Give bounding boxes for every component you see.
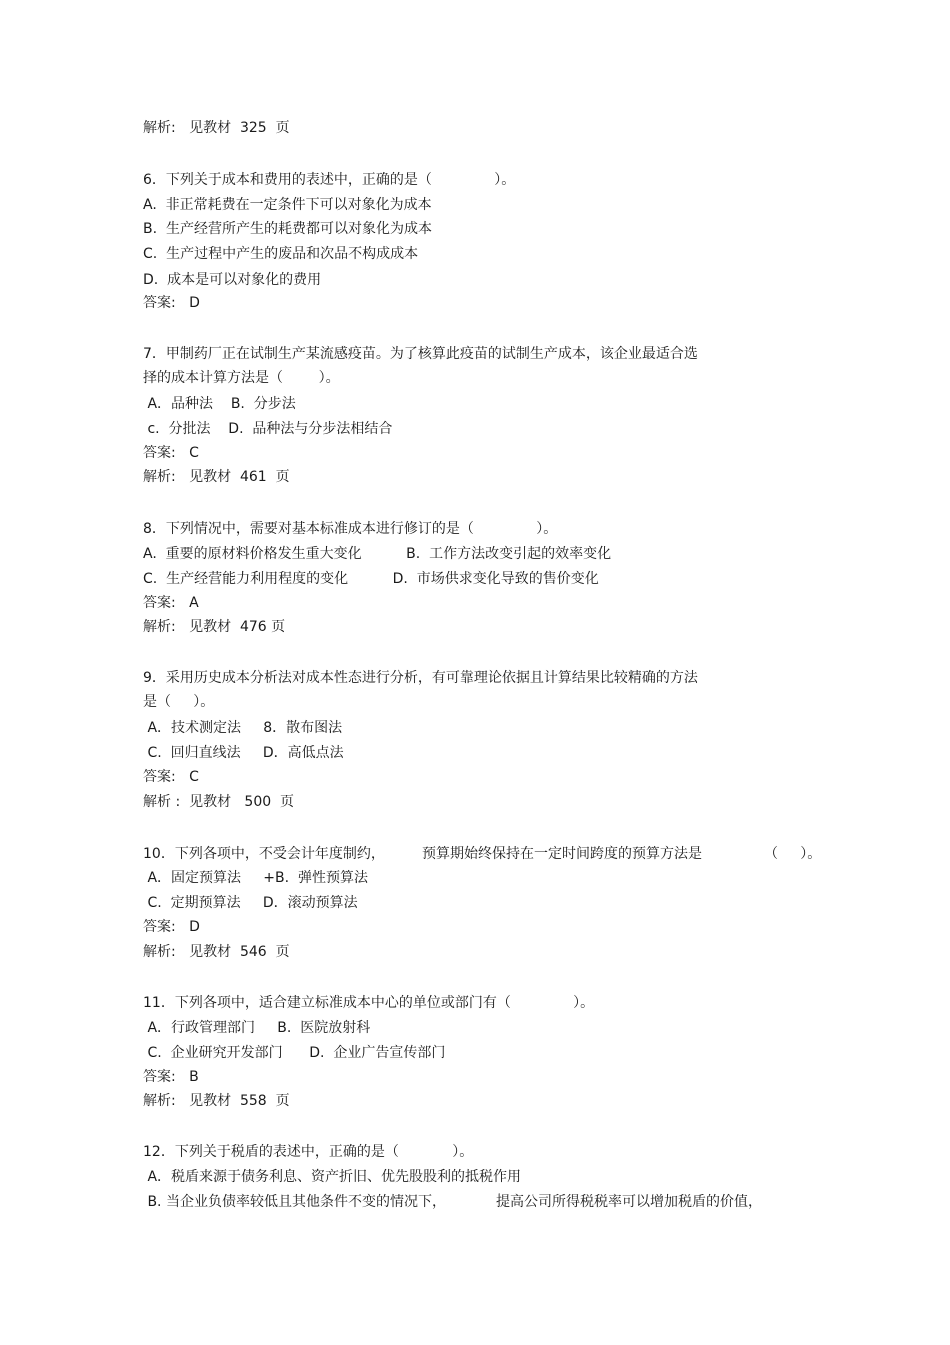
option-line: C. 企业研究开发部门 D. 企业广告宣传部门 [143, 1045, 446, 1061]
option-line: C. 回归直线法 D．高低点法 [143, 745, 344, 761]
answer-line: 答案: C [143, 445, 199, 461]
option-line: c. 分批法 D. 品种法与分步法相结合 [143, 421, 393, 437]
question-11-stem: 11．下列各项中，适合建立标准成本中心的单位或部门有（ ）。 [143, 995, 595, 1011]
option-line: A．技术测定法 8．散布图法 [143, 720, 343, 736]
analysis-line: 解析: 见教材 476 页 [143, 619, 286, 635]
option-line: B. 当企业负债率较低且其他条件不变的情况下， [143, 1194, 446, 1210]
analysis-line: 解析: 见教材 325 页 [143, 120, 290, 136]
question-8-stem: 8．下列情况中，需要对基本标准成本进行修订的是（ ）。 [143, 521, 558, 537]
option-line: C. 生产经营能力利用程度的变化 D. 市场供求变化导致的售价变化 [143, 571, 599, 587]
option-line: A．行政管理部门 B. 医院放射科 [143, 1020, 371, 1036]
option-line: C. 生产过程中产生的废品和次品不构成成本 [143, 246, 419, 262]
answer-line: 答案: B [143, 1069, 199, 1085]
question-7-stem-cont: 择的成本计算方法是（ ）。 [143, 370, 340, 386]
option-line: B. 生产经营所产生的耗费都可以对象化为成本 [143, 221, 432, 237]
option-line: D. 成本是可以对象化的费用 [143, 272, 322, 288]
option-line: C. 定期预算法 D．滚动预算法 [143, 895, 358, 911]
answer-line: 答案: A [143, 595, 199, 611]
question-12-stem: 12．下列关于税盾的表述中，正确的是（ ）。 [143, 1144, 474, 1160]
option-line: A. 重要的原材料价格发生重大变化 B. 工作方法改变引起的效率变化 [143, 546, 612, 562]
answer-line: 答案: D [143, 919, 200, 935]
analysis-line: 解析: 见教材 461 页 [143, 469, 290, 485]
analysis-line: 解析 : 见教材 500 页 [143, 794, 295, 810]
question-10-stem-mid: 预算期始终保持在一定时间跨度的预算方法是 [422, 846, 702, 862]
question-10-stem: 10．下列各项中，不受会计年度制约， [143, 846, 385, 862]
option-line: A．品种法 B. 分步法 [143, 396, 296, 412]
question-9-stem: 9．采用历史成本分析法对成本性态进行分析，有可靠理论依据且计算结果比较精确的方法 [143, 670, 698, 686]
question-10-stem-end: （ ）。 [764, 846, 822, 862]
option-line-cont: 提高公司所得税税率可以增加税盾的价值， [496, 1194, 762, 1210]
question-9-stem-cont: 是（ ）。 [143, 694, 215, 710]
option-line: A. 非正常耗费在一定条件下可以对象化为成本 [143, 197, 432, 213]
analysis-line: 解析: 见教材 558 页 [143, 1093, 290, 1109]
answer-line: 答案: D [143, 295, 200, 311]
answer-line: 答案: C [143, 769, 199, 785]
question-7-stem: 7．甲制药厂正在试制生产某流感疫苗。为了核算此疫苗的试制生产成本，该企业最适合选 [143, 346, 698, 362]
option-line: A．税盾来源于债务利息、资产折旧、优先股股利的抵税作用 [143, 1169, 522, 1185]
option-line: A．固定预算法 +B. 弹性预算法 [143, 870, 368, 886]
question-6-stem: 6．下列关于成本和费用的表述中，正确的是（ ）。 [143, 172, 516, 188]
analysis-line: 解析: 见教材 546 页 [143, 944, 290, 960]
